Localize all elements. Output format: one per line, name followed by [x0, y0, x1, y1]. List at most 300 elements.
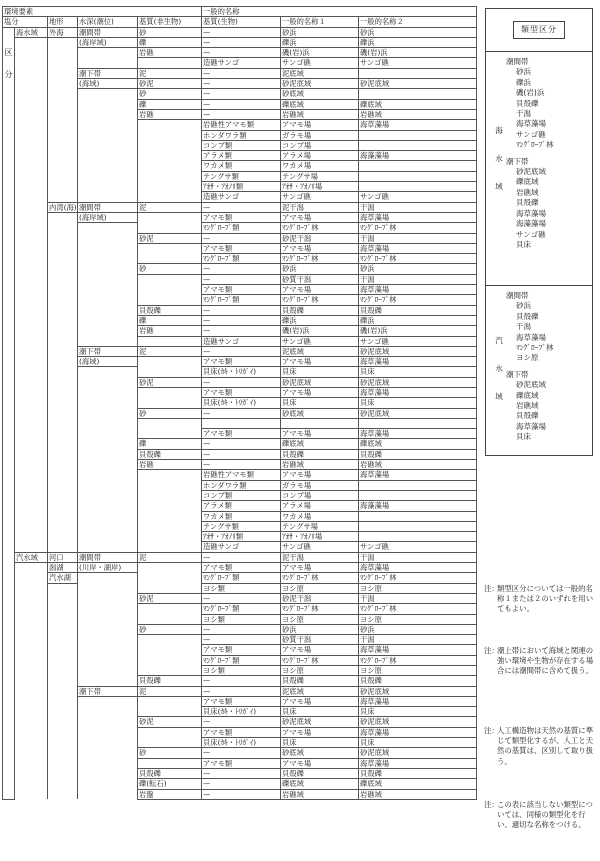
- cell-landform: [48, 243, 78, 253]
- cell-general-name-1: 礫浜: [281, 315, 359, 325]
- cell-substrate-bio: ﾏﾝｸﾞﾛｰﾌﾞ類: [202, 295, 281, 305]
- table-row: [3, 202, 477, 212]
- cell-substrate-bio: —: [202, 748, 281, 758]
- category-item: サンゴ礁: [516, 229, 546, 239]
- cell-salinity: [15, 367, 48, 377]
- cell-landform: [48, 285, 78, 295]
- header-general-name-2: 一般的名称２: [359, 17, 477, 27]
- table-row: [3, 696, 477, 706]
- cell-substrate-nonbio: 岩礁: [138, 326, 202, 336]
- cell-substrate-nonbio: [138, 336, 202, 346]
- table-row: [3, 171, 477, 181]
- cell-substrate-bio: 造礁サンゴ: [202, 336, 281, 346]
- cell-substrate-nonbio: [138, 655, 202, 665]
- cell-substrate-bio: —: [202, 635, 281, 645]
- cell-landform: [48, 460, 78, 470]
- note-1: [484, 584, 596, 615]
- cell-general-name-1: 貝床: [281, 738, 359, 748]
- cell-substrate-nonbio: 貝殻礫: [138, 305, 202, 315]
- cell-landform: [48, 192, 78, 202]
- note-label: 注：: [484, 726, 499, 735]
- cell-general-name-1: 泥干潟: [281, 202, 359, 212]
- cell-substrate-nonbio: 砂泥: [138, 717, 202, 727]
- table-row: [3, 604, 477, 614]
- cell-general-name-1: アマモ場: [281, 120, 359, 130]
- cell-salinity: [15, 68, 48, 78]
- cell-substrate-bio: アマモ類: [202, 243, 281, 253]
- cell-general-name-2: 砂泥底域: [359, 686, 477, 696]
- table-row: [3, 470, 477, 480]
- cell-general-name-1: テングサ場: [281, 521, 359, 531]
- cell-landform: [48, 686, 78, 696]
- cell-salinity: [15, 676, 48, 686]
- cell-landform: [48, 161, 78, 171]
- cell-landform: [48, 635, 78, 645]
- cell-substrate-bio: ヨシ類: [202, 583, 281, 593]
- table-row: [3, 593, 477, 603]
- cell-substrate-nonbio: 砂: [138, 89, 202, 99]
- cell-substrate-bio: ヨシ類: [202, 614, 281, 624]
- cell-depth: [78, 171, 138, 181]
- table-header: [3, 7, 477, 28]
- vertical-char: 域: [495, 392, 503, 401]
- cell-salinity: [15, 120, 48, 130]
- cell-salinity: [15, 192, 48, 202]
- cell-general-name-2: 砂泥底域: [359, 79, 477, 89]
- cell-general-name-1: ワカメ場: [281, 161, 359, 171]
- cell-general-name-1: 砂底域: [281, 408, 359, 418]
- cell-salinity: [15, 573, 48, 583]
- cell-depth: [78, 367, 138, 377]
- cell-landform: [48, 696, 78, 706]
- cell-general-name-1: 砂質干潟: [281, 274, 359, 284]
- table-row: [3, 274, 477, 284]
- cell-substrate-nonbio: 礫: [138, 439, 202, 449]
- cell-substrate-nonbio: [138, 182, 202, 192]
- cell-salinity: [15, 501, 48, 511]
- category-kisui-intertidal: 潮間帯: [506, 291, 529, 300]
- cell-landform: [48, 542, 78, 552]
- cell-substrate-nonbio: 岩礁: [138, 48, 202, 58]
- cell-landform: [48, 501, 78, 511]
- table-row: [3, 58, 477, 68]
- cell-general-name-1: アマモ場: [281, 645, 359, 655]
- header-general-name-1: 一般的名称１: [281, 17, 359, 27]
- cell-salinity: [15, 418, 48, 428]
- cell-landform: [48, 789, 78, 799]
- cell-general-name-1: サンゴ礁: [281, 336, 359, 346]
- cell-depth: [78, 305, 138, 315]
- category-title-box: [486, 9, 592, 52]
- note-3: [484, 726, 596, 767]
- cell-general-name-2: サンゴ礁: [359, 192, 477, 202]
- cell-salinity: [15, 532, 48, 542]
- cell-general-name-1: ヨシ原: [281, 666, 359, 676]
- category-item: 砂浜: [516, 301, 531, 311]
- cell-substrate-nonbio: [138, 243, 202, 253]
- cell-general-name-2: 礫底域: [359, 779, 477, 789]
- cell-salinity: [15, 99, 48, 109]
- cell-depth: [78, 521, 138, 531]
- cell-substrate-bio: アマモ類: [202, 357, 281, 367]
- cell-substrate-nonbio: [138, 223, 202, 233]
- header-substrate-bio: 基質(生物): [202, 17, 281, 27]
- category-item: 貝床: [516, 239, 531, 249]
- cell-substrate-bio: —: [202, 202, 281, 212]
- cell-salinity: [15, 717, 48, 727]
- cell-depth: [78, 758, 138, 768]
- cell-general-name-2: 海草藻場: [359, 212, 477, 222]
- cell-substrate-nonbio: 貝殻礫: [138, 676, 202, 686]
- cell-substrate-nonbio: [138, 645, 202, 655]
- cell-general-name-2: 礫底域: [359, 99, 477, 109]
- cell-salinity: [15, 748, 48, 758]
- cell-general-name-2: 貝殻礫: [359, 305, 477, 315]
- cell-substrate-nonbio: [138, 212, 202, 222]
- cell-landform: 汽水湖: [48, 573, 78, 583]
- table-row: [3, 89, 477, 99]
- cell-general-name-2: 干潟: [359, 552, 477, 562]
- cell-landform: [48, 738, 78, 748]
- table-row: [3, 429, 477, 439]
- category-item: 海草藻場: [516, 421, 546, 431]
- cell-general-name-1: 砂泥干潟: [281, 593, 359, 603]
- cell-substrate-bio: ｱｵｻ・ｱｵﾉﾘ類: [202, 532, 281, 542]
- cell-general-name-1: 貝殻礫: [281, 676, 359, 686]
- cell-general-name-1: コンブ場: [281, 490, 359, 500]
- cell-salinity: [15, 614, 48, 624]
- cell-substrate-nonbio: [138, 367, 202, 377]
- cell-general-name-2: [359, 171, 477, 181]
- cell-substrate-bio: ワカメ類: [202, 161, 281, 171]
- category-subtidal: 潮下帯: [506, 156, 529, 166]
- cell-substrate-nonbio: 砂泥: [138, 233, 202, 243]
- category-item: 砂泥底域: [516, 167, 546, 177]
- cell-general-name-1: ｱｵｻ・ｱｵﾉﾘ場: [281, 182, 359, 192]
- cell-general-name-1: 礫底域: [281, 779, 359, 789]
- cell-depth: (海岸域): [78, 212, 138, 222]
- cell-general-name-2: [359, 480, 477, 490]
- cell-general-name-1: テングサ場: [281, 171, 359, 181]
- cell-depth: [78, 614, 138, 624]
- cell-landform: [48, 593, 78, 603]
- cell-substrate-bio: ヨシ類: [202, 666, 281, 676]
- cell-substrate-nonbio: [138, 480, 202, 490]
- cell-substrate-bio: —: [202, 717, 281, 727]
- cell-general-name-2: [359, 140, 477, 150]
- habitat-classification-table: [2, 6, 477, 800]
- cell-depth: [78, 439, 138, 449]
- cell-landform: [48, 480, 78, 490]
- cell-substrate-nonbio: 砂泥: [138, 593, 202, 603]
- cell-general-name-2: 礫浜: [359, 315, 477, 325]
- category-item: 貝床: [516, 432, 531, 442]
- cell-substrate-bio: —: [202, 99, 281, 109]
- cell-salinity: [15, 295, 48, 305]
- cell-salinity: [15, 666, 48, 676]
- cell-landform: [48, 583, 78, 593]
- cell-depth: 潮下帯: [78, 68, 138, 78]
- cell-depth: [78, 490, 138, 500]
- cell-salinity: [15, 223, 48, 233]
- cell-landform: [48, 212, 78, 222]
- cell-depth: [78, 140, 138, 150]
- cell-salinity: [15, 511, 48, 521]
- table-row: [3, 779, 477, 789]
- table-row: [3, 532, 477, 542]
- table-row: [3, 182, 477, 192]
- cell-substrate-nonbio: [138, 696, 202, 706]
- cell-general-name-1: ﾏﾝｸﾞﾛｰﾌﾞ林: [281, 604, 359, 614]
- table-row: [3, 326, 477, 336]
- table-row: [3, 768, 477, 778]
- cell-depth: [78, 532, 138, 542]
- cell-general-name-2: 海藻藻場: [359, 151, 477, 161]
- cell-depth: [78, 676, 138, 686]
- table-row: [3, 233, 477, 243]
- cell-substrate-bio: —: [202, 624, 281, 634]
- cell-substrate-nonbio: 砂: [138, 748, 202, 758]
- cell-landform: [48, 233, 78, 243]
- cell-general-name-2: 貝床: [359, 707, 477, 717]
- cell-substrate-bio: コンブ類: [202, 140, 281, 150]
- cell-landform: 内湾(海): [49, 202, 77, 212]
- cell-landform: [48, 182, 78, 192]
- table-row: [3, 367, 477, 377]
- cell-substrate-nonbio: [138, 120, 202, 130]
- cell-general-name-2: 貝殻礫: [359, 676, 477, 686]
- cell-substrate-bio: 貝床(ｶｷ・ﾄﾘｶﾞｲ): [202, 738, 281, 748]
- header-general-name: 一般的名称: [202, 7, 477, 17]
- vertical-char: 海: [495, 126, 503, 135]
- cell-salinity: [15, 233, 48, 243]
- cell-landform: [48, 295, 78, 305]
- cell-substrate-bio: —: [202, 79, 281, 89]
- cell-general-name-2: ﾏﾝｸﾞﾛｰﾌﾞ林: [359, 573, 477, 583]
- cell-landform: [48, 140, 78, 150]
- table-row: [3, 717, 477, 727]
- cell-salinity: [15, 521, 48, 531]
- cell-general-name-1: ﾏﾝｸﾞﾛｰﾌﾞ林: [281, 223, 359, 233]
- table-row: [3, 346, 477, 356]
- table-row: [3, 254, 477, 264]
- note-text: 類型区分については一般的名称１または２のいずれを用いてもよい。: [497, 584, 594, 614]
- cell-depth: [78, 58, 138, 68]
- cell-landform: [48, 377, 78, 387]
- note-text: 人工構造物は天然の基質に準じて類型化するが、人工と天然の基質は、区別して取り扱う。: [497, 726, 594, 766]
- cell-substrate-bio: —: [202, 593, 281, 603]
- cell-general-name-2: 海草藻場: [359, 285, 477, 295]
- cell-landform: 外海: [48, 27, 78, 37]
- cell-landform: [48, 727, 78, 737]
- cell-depth: [78, 604, 138, 614]
- cell-salinity: [15, 727, 48, 737]
- cell-substrate-bio: アマモ類: [202, 727, 281, 737]
- cell-landform: [48, 511, 78, 521]
- category-item: 礫底域: [516, 177, 539, 187]
- cell-substrate-bio: —: [202, 789, 281, 799]
- cell-salinity: [15, 79, 48, 89]
- cell-landform: [48, 779, 78, 789]
- cell-salinity: [15, 645, 48, 655]
- cell-depth: [78, 727, 138, 737]
- cell-substrate-nonbio: [138, 192, 202, 202]
- cell-depth: [78, 285, 138, 295]
- cell-depth: [78, 223, 138, 233]
- cell-general-name-2: [359, 418, 477, 428]
- kubun-cell: [3, 27, 15, 799]
- cell-depth: 潮下帯: [78, 346, 138, 356]
- cell-substrate-nonbio: 砂泥: [138, 377, 202, 387]
- cell-landform: [48, 758, 78, 768]
- cell-general-name-1: [281, 418, 359, 428]
- cell-landform: [48, 717, 78, 727]
- category-item: 海草藻場: [516, 208, 546, 218]
- header-landform: 地形: [48, 17, 78, 27]
- cell-general-name-1: 貝殻礫: [281, 768, 359, 778]
- cell-substrate-bio: アマモ類: [202, 387, 281, 397]
- cell-salinity: [15, 542, 48, 552]
- cell-general-name-2: 砂泥底域: [359, 748, 477, 758]
- cell-landform: [48, 398, 78, 408]
- table-row: [3, 377, 477, 387]
- cell-depth: (川岸・湖岸): [78, 563, 138, 573]
- cell-substrate-nonbio: [138, 666, 202, 676]
- cell-general-name-2: 海草藻場: [359, 645, 477, 655]
- cell-depth: [78, 233, 138, 243]
- header-substrate-nonbio: 基質(非生物): [138, 17, 202, 27]
- cell-substrate-bio: —: [202, 439, 281, 449]
- cell-substrate-bio: ホンダワラ類: [202, 480, 281, 490]
- cell-landform: [48, 151, 78, 161]
- cell-depth: [78, 707, 138, 717]
- cell-salinity: [15, 460, 48, 470]
- table-row: [3, 418, 477, 428]
- table-row: [3, 27, 477, 37]
- cell-substrate-nonbio: [138, 758, 202, 768]
- cell-substrate-bio: —: [202, 768, 281, 778]
- table-row: [3, 285, 477, 295]
- cell-depth: [78, 182, 138, 192]
- cell-general-name-2: [359, 182, 477, 192]
- cell-substrate-nonbio: [138, 727, 202, 737]
- cell-general-name-1: ｱｵｻ・ｱｵﾉﾘ場: [281, 532, 359, 542]
- cell-substrate-nonbio: 岩礁: [138, 109, 202, 119]
- cell-substrate-nonbio: 貝殻礫: [138, 768, 202, 778]
- cell-general-name-1: 砂浜: [281, 27, 359, 37]
- cell-depth: 潮間帯: [78, 27, 138, 37]
- cell-salinity: [15, 182, 48, 192]
- cell-salinity: [15, 130, 48, 140]
- category-item: ﾏﾝｸﾞﾛｰﾌﾞ林: [516, 140, 554, 150]
- cell-general-name-1: アマモ場: [281, 243, 359, 253]
- category-kaisui-items: [506, 57, 554, 250]
- cell-general-name-2: サンゴ礁: [359, 542, 477, 552]
- category-item: 貝殻礫: [516, 98, 539, 108]
- category-item: 干潟: [516, 109, 531, 119]
- cell-general-name-1: 砂泥底域: [281, 717, 359, 727]
- cell-landform: [48, 418, 78, 428]
- cell-landform: [48, 614, 78, 624]
- cell-substrate-nonbio: 岩盤: [138, 789, 202, 799]
- cell-substrate-bio: —: [202, 676, 281, 686]
- cell-substrate-bio: アマモ類: [202, 563, 281, 573]
- cell-general-name-1: 砂浜: [281, 264, 359, 274]
- cell-general-name-1: 砂泥底域: [281, 79, 359, 89]
- cell-landform: [48, 655, 78, 665]
- table-row: [3, 480, 477, 490]
- cell-landform: [48, 89, 78, 99]
- cell-depth: [78, 130, 138, 140]
- cell-substrate-nonbio: 礫: [138, 315, 202, 325]
- cell-salinity: [15, 254, 48, 264]
- cell-landform: [48, 79, 78, 89]
- category-item: ヨシ原: [516, 353, 539, 363]
- cell-salinity: [15, 480, 48, 490]
- note-2: [484, 646, 596, 677]
- cell-substrate-bio: ホンダワラ類: [202, 130, 281, 140]
- cell-landform: [48, 326, 78, 336]
- cell-depth: [78, 192, 138, 202]
- cell-landform: [48, 470, 78, 480]
- cell-depth: [78, 789, 138, 799]
- table-row: [3, 79, 477, 89]
- cell-substrate-bio: 造礁サンゴ: [202, 192, 281, 202]
- cell-depth: [78, 449, 138, 459]
- category-item: 海草藻場: [516, 332, 546, 342]
- cell-substrate-bio: —: [202, 305, 281, 315]
- cell-substrate-bio: ﾏﾝｸﾞﾛｰﾌﾞ類: [202, 655, 281, 665]
- cell-substrate-bio: —: [202, 233, 281, 243]
- cell-salinity: [15, 439, 48, 449]
- cell-depth: [78, 315, 138, 325]
- cell-landform: [48, 748, 78, 758]
- category-panel: [485, 8, 593, 456]
- cell-general-name-2: [359, 521, 477, 531]
- cell-substrate-bio: 造礁サンゴ: [202, 58, 281, 68]
- cell-depth: [78, 295, 138, 305]
- cell-substrate-nonbio: 砂: [138, 408, 202, 418]
- cell-landform: [48, 223, 78, 233]
- cell-general-name-2: 干潟: [359, 202, 477, 212]
- table-body: [3, 27, 477, 799]
- cell-substrate-bio: 岩礁性アマモ類: [202, 120, 281, 130]
- cell-general-name-1: コンブ場: [281, 140, 359, 150]
- cell-substrate-bio: —: [202, 686, 281, 696]
- cell-depth: [78, 264, 138, 274]
- cell-substrate-bio: [202, 418, 281, 428]
- cell-depth: 潮間帯: [78, 202, 138, 212]
- cell-general-name-2: 海草藻場: [359, 696, 477, 706]
- table-row: [3, 635, 477, 645]
- cell-substrate-nonbio: 砂: [138, 624, 202, 634]
- cell-general-name-1: アマモ場: [281, 429, 359, 439]
- cell-general-name-1: ﾏﾝｸﾞﾛｰﾌﾞ林: [281, 254, 359, 264]
- cell-general-name-2: 貝殻礫: [359, 449, 477, 459]
- table-row: [3, 686, 477, 696]
- cell-general-name-1: ワカメ場: [281, 511, 359, 521]
- note-text: 潮上帯において海域と関連の強い環境や生物が存在する場合には潮間帯に含めて扱う。: [497, 646, 594, 676]
- table-row: [3, 192, 477, 202]
- cell-general-name-2: 海草藻場: [359, 243, 477, 253]
- table-row: [3, 99, 477, 109]
- cell-depth: [78, 779, 138, 789]
- cell-depth: 潮下帯: [78, 686, 138, 696]
- cell-salinity: [15, 37, 48, 47]
- cell-general-name-2: 海草藻場: [359, 758, 477, 768]
- cell-landform: [48, 37, 78, 47]
- cell-general-name-2: [359, 532, 477, 542]
